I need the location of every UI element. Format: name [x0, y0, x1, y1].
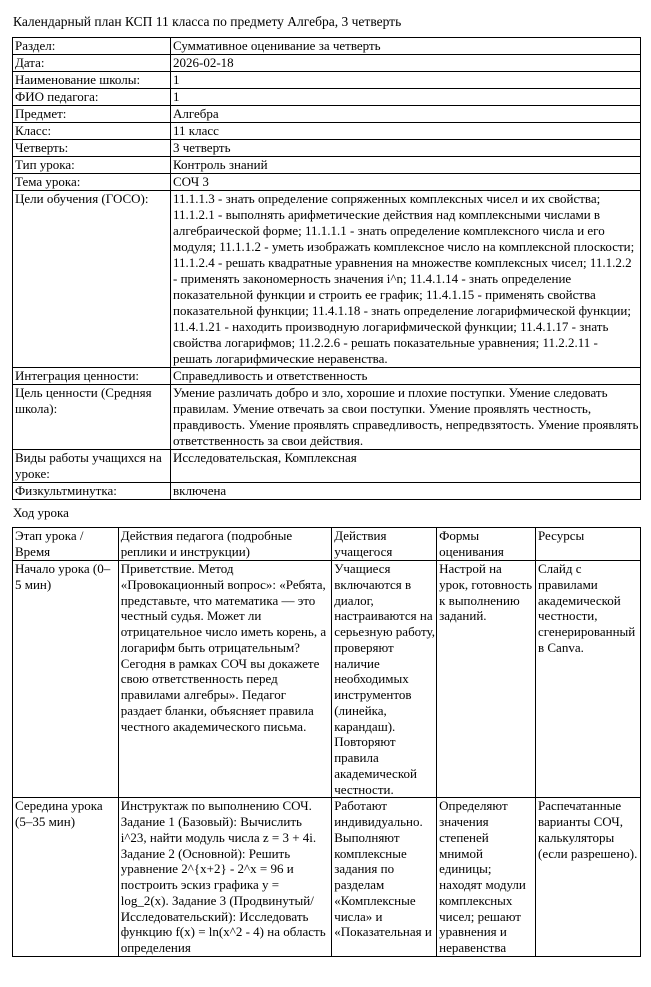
- lesson-teacher-actions: Приветствие. Метод «Провокационный вопрос»: «Ребята, представьте, что математика — это честный судья. Может ли отрицательное число иметь корень, а логарифм быть отрицательным? Сегодня в рамках СОЧ вы докажете свою ответственность перед правилами алгебры». Педагог раздает бланки, объясняет правила честного академического письма.: [118, 561, 331, 798]
- info-value: Суммативное оценивание за четверть: [171, 38, 641, 55]
- info-row-teacher: [13, 89, 641, 106]
- info-row-quarter: [13, 140, 641, 157]
- info-key: Дата:: [13, 55, 171, 72]
- column-header-resources: Ресурсы: [535, 528, 640, 561]
- info-key: Физкультминутка:: [13, 483, 171, 500]
- info-key: Четверть:: [13, 140, 171, 157]
- column-header-students: Действия учащегося: [332, 528, 437, 561]
- info-row-date: [13, 55, 641, 72]
- lesson-resources: Распечатанные варианты СОЧ, калькуляторы (если разрешено).: [535, 798, 640, 957]
- column-header-teacher: Действия педагога (подробные реплики и инструкции): [118, 528, 331, 561]
- info-value: 11.1.1.3 - знать определение сопряженных комплексных чисел и их свойства; 11.1.2.1 - выполнять арифметические действия над комплексными числами в алгебраической форме; 11.1.1.1 - знать определение комплексного числа и его модуля; 11.1.1.2 - уметь изображать комплексное число на комплексной плоскости; 11.1.2.4 - решать квадратные уравнения на множестве комплексных чисел; 11.1.2.2 - применять закономерность значения i^n; 11.4.1.14 - знать определение показательной функции и строить ее график; 11.4.1.15 - применять свойства показательной функции; 11.4.1.18 - знать определение логарифмической функции; 11.4.1.21 - находить производную логарифмической функции; 11.4.1.17 - знать свойства логарифмов; 11.2.2.6 - решать показательные уравнения; 11.2.2.11 - решать логарифмические неравенства.: [171, 191, 641, 368]
- info-key: ФИО педагога:: [13, 89, 171, 106]
- info-row-lesson-type: [13, 157, 641, 174]
- lesson-stage: Середина урока (5–35 мин): [13, 798, 119, 957]
- info-key: Раздел:: [13, 38, 171, 55]
- lesson-assessment: Настрой на урок, готовность к выполнению заданий.: [437, 561, 536, 798]
- info-value: СОЧ 3: [171, 174, 641, 191]
- section-title: Ход урока: [13, 505, 69, 520]
- info-key: Интеграция ценности:: [13, 368, 171, 385]
- lesson-student-actions: Работают индивидуально. Выполняют комплексные задания по разделам «Комплексные числа» и «Показательная и: [332, 798, 437, 957]
- info-row-exercise-break: [13, 483, 641, 500]
- column-header-assessment: Формы оценивания: [437, 528, 536, 561]
- info-row-value-goal: [13, 385, 641, 450]
- lesson-teacher-actions: Инструктаж по выполнению СОЧ. Задание 1 (Базовый): Вычислить i^23, найти модуль числа z = 3 + 4i. Задание 2 (Основной): Решить уравнение 2^{x+2} - 2^x = 96 и построить эскиз графика y = log_2(x). Задание 3 (Продвинутый/Исследовательский): Исследовать функцию f(x) = ln(x^2 - 4) на область определения: [118, 798, 331, 957]
- info-row-school: [13, 72, 641, 89]
- info-row-goals: [13, 191, 641, 368]
- info-key: Тема урока:: [13, 174, 171, 191]
- info-key: Тип урока:: [13, 157, 171, 174]
- info-row-subject: [13, 106, 641, 123]
- info-key: Цель ценности (Средняя школа):: [13, 385, 171, 450]
- info-key: Виды работы учащихся на уроке:: [13, 450, 171, 483]
- lesson-stage: Начало урока (0–5 мин): [13, 561, 119, 798]
- info-key: Цели обучения (ГОСО):: [13, 191, 171, 368]
- lesson-info-table: [12, 37, 641, 500]
- info-value: 11 класс: [171, 123, 641, 140]
- info-key: Предмет:: [13, 106, 171, 123]
- info-row-section: [13, 38, 641, 55]
- info-value: Исследовательская, Комплексная: [171, 450, 641, 483]
- info-key: Наименование школы:: [13, 72, 171, 89]
- info-key: Класс:: [13, 123, 171, 140]
- info-value: 1: [171, 89, 641, 106]
- info-row-topic: [13, 174, 641, 191]
- lesson-flow-table: [12, 527, 641, 957]
- lesson-assessment: Определяют значения степеней мнимой единицы; находят модули комплексных чисел; решают уравнения и неравенства: [437, 798, 536, 957]
- lesson-resources: Слайд с правилами академической честности, сгенерированный в Canva.: [535, 561, 640, 798]
- info-value: Умение различать добро и зло, хорошие и плохие поступки. Умение следовать правилам. Умение отвечать за свои поступки. Умение проявлять честность, правдивость. Умение проявлять справедливость, непредвзятость. Умение проявлять ответственность за свои действия.: [171, 385, 641, 450]
- info-value: 2026-02-18: [171, 55, 641, 72]
- info-row-grade: [13, 123, 641, 140]
- info-row-work-types: [13, 450, 641, 483]
- column-header-stage: Этап урока / Время: [13, 528, 119, 561]
- page-title: Календарный план КСП 11 класса по предмету Алгебра, 3 четверть: [13, 14, 402, 29]
- info-value: Алгебра: [171, 106, 641, 123]
- lesson-student-actions: Учащиеся включаются в диалог, настраиваются на серьезную работу, проверяют наличие необходимых инструментов (линейка, карандаш). Повторяют правила академической честности.: [332, 561, 437, 798]
- lesson-row: [13, 798, 641, 957]
- info-row-value-integration: [13, 368, 641, 385]
- info-value: 3 четверть: [171, 140, 641, 157]
- info-value: Справедливость и ответственность: [171, 368, 641, 385]
- info-value: 1: [171, 72, 641, 89]
- info-value: включена: [171, 483, 641, 500]
- lesson-row: [13, 561, 641, 798]
- lesson-header-row: [13, 528, 641, 561]
- info-value: Контроль знаний: [171, 157, 641, 174]
